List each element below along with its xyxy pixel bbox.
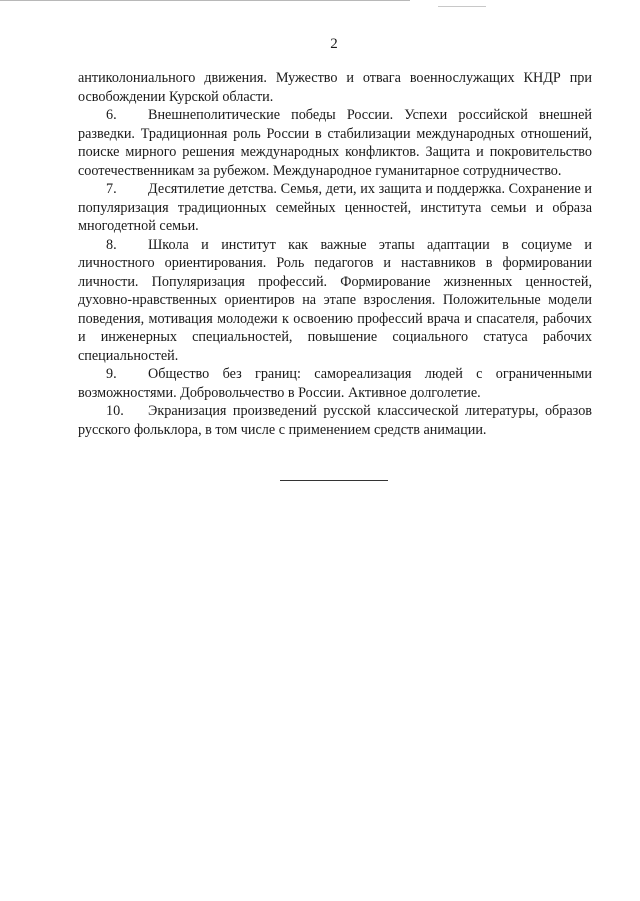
page-number: 2 — [330, 36, 338, 52]
list-item-7 — [78, 180, 592, 236]
document-end-line — [280, 480, 388, 481]
list-item-text: Десятилетие детства. Семья, дети, их защита и поддержка. Сохранение и популяризация традиционных семейных ценностей, института семьи и образа многодетной семьи. — [78, 181, 592, 234]
list-item-10 — [78, 402, 592, 439]
list-item-text: Внешнеполитические победы России. Успехи российской внешней разведки. Традиционная роль России в стабилизации международных отношений, поиске мирного решения международных конфликтов. Защита и покровительство соотечественникам за рубежом. Международное гуманитарное сотрудничество. — [78, 107, 592, 179]
list-item-text: Экранизация произведений русской классической литературы, образов русского фольклора, в том числе с применением средств анимации. — [78, 403, 592, 438]
list-item-9 — [78, 365, 592, 402]
list-item-6 — [78, 106, 592, 180]
list-item-text: Школа и институт как важные этапы адаптации в социуме и личностного ориентирования. Роль педагогов и наставников в формировании личности. Популяризация профессий. Формирование жизненных ценностей, духовно-нравственных ориентиров на этапе взросления. Положительные модели поведения, мотивация молодежи к освоению профессий врача и спасателя, рабочих и инженерных специальностей, повышение социального статуса рабочих специальностей. — [78, 236, 592, 364]
list-item-number: 6. — [106, 107, 117, 123]
list-item-number: 8. — [106, 236, 117, 253]
paragraph-text: антиколониального движения. Мужество и отвага военнослужащих КНДР при освобождении Курской области. — [78, 70, 592, 105]
scan-top-mark — [438, 6, 486, 7]
list-item-text: Общество без границ: самореализация людей с ограниченными возможностями. Добровольчество в России. Активное долголетие. — [78, 366, 592, 401]
document-body — [78, 69, 592, 439]
list-item-8 — [78, 236, 592, 366]
list-item-number: 9. — [106, 366, 117, 382]
paragraph-continuation — [78, 69, 592, 106]
scan-top-edge-line — [0, 0, 410, 1]
list-item-number: 7. — [106, 181, 117, 197]
list-item-number: 10. — [106, 403, 124, 419]
